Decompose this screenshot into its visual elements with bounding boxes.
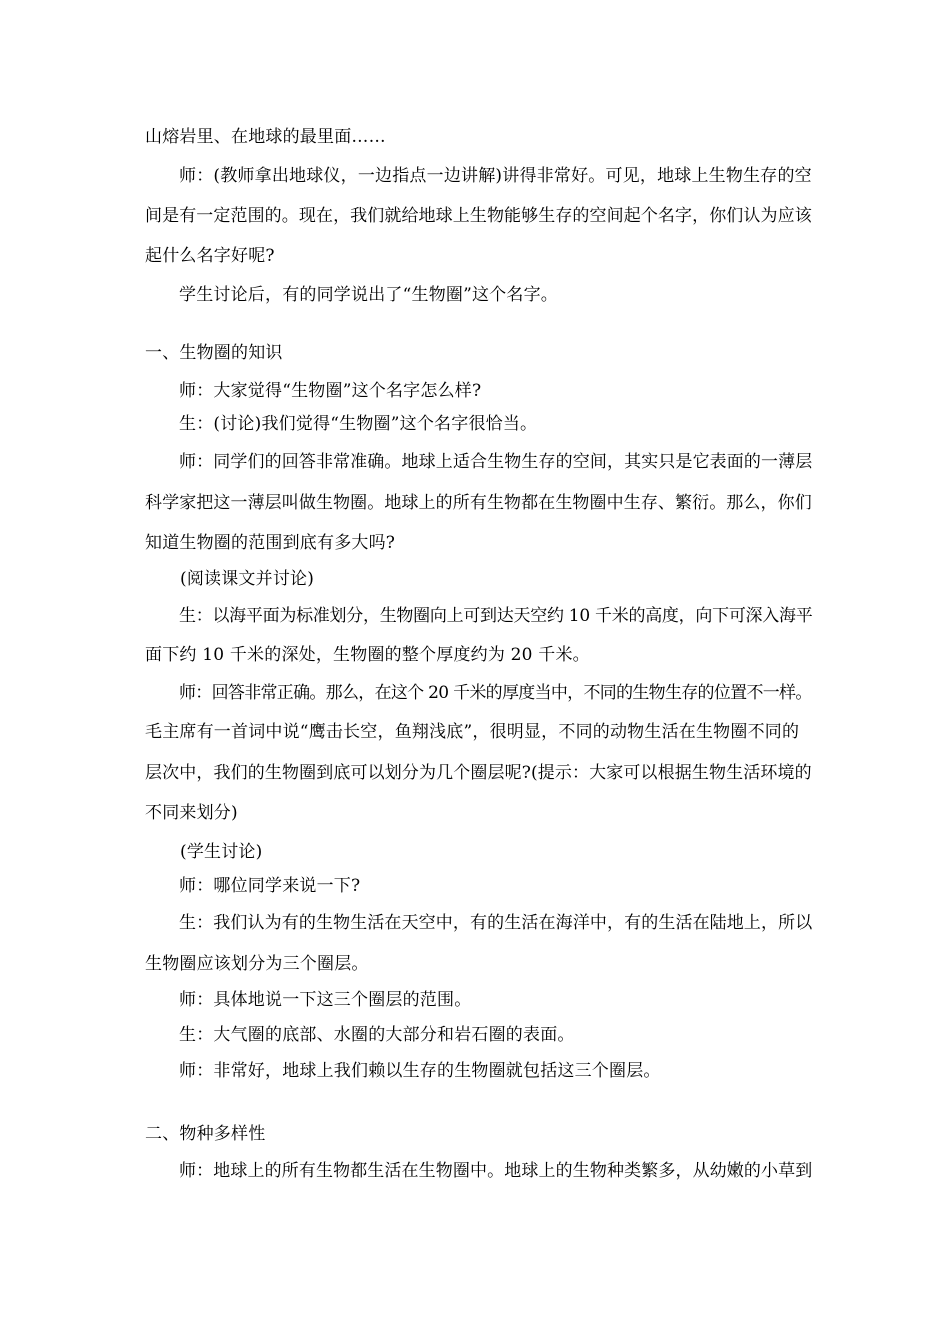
- paragraph-line: 科学家把这一薄层叫做生物圈。地球上的所有生物都在生物圈中生存、繁衍。那么，你们: [145, 493, 812, 513]
- paragraph-line: 知道生物圈的范围到底有多大吗?: [145, 533, 396, 553]
- paragraph-line: 师：大家觉得“生物圈”这个名字怎么样?: [179, 381, 482, 401]
- paragraph-line: 山熔岩里、在地球的最里面……: [145, 127, 386, 147]
- paragraph-line: 面下约 10 千米的深处，生物圈的整个厚度约为 20 千米。: [145, 645, 590, 665]
- paragraph-line: 师：非常好，地球上我们赖以生存的生物圈就包括这三个圈层。: [179, 1061, 661, 1081]
- paragraph-line: 生物圈应该划分为三个圈层。: [145, 954, 369, 974]
- paragraph-line: (学生讨论): [180, 842, 263, 862]
- paragraph-line: 师：具体地说一下这三个圈层的范围。: [179, 990, 472, 1010]
- paragraph-line: 生：(讨论)我们觉得“生物圈”这个名字很恰当。: [179, 414, 538, 434]
- paragraph-line: 师：地球上的所有生物都生活在生物圈中。地球上的生物种类繁多，从幼嫩的小草到: [179, 1161, 813, 1181]
- paragraph-line: 生：大气圈的底部、水圈的大部分和岩石圈的表面。: [179, 1025, 575, 1045]
- paragraph-line: 师：(教师拿出地球仪，一边指点一边讲解)讲得非常好。可见，地球上生物生存的空: [179, 166, 812, 186]
- paragraph-line: (阅读课文并讨论): [180, 569, 315, 589]
- paragraph-line: 毛主席有一首词中说“鹰击长空，鱼翔浅底”，很明显，不同的动物生活在生物圈不同的: [145, 722, 800, 742]
- paragraph-line: 生：以海平面为标准划分，生物圈向上可到达天空约 10 千米的高度，向下可深入海平: [179, 606, 813, 626]
- paragraph-line: 不同来划分): [145, 803, 238, 823]
- paragraph-line: 层次中，我们的生物圈到底可以划分为几个圈层呢?(提示：大家可以根据生物生活环境的: [145, 763, 812, 783]
- paragraph-line: 师：哪位同学来说一下?: [179, 876, 361, 896]
- section-heading: 一、生物圈的知识: [145, 343, 283, 363]
- paragraph-line: 间是有一定范围的。现在，我们就给地球上生物能够生存的空间起个名字，你们认为应该: [145, 206, 812, 226]
- paragraph-line: 起什么名字好呢?: [145, 246, 275, 266]
- paragraph-line: 师：回答非常正确。那么，在这个 20 千米的厚度当中，不同的生物生存的位置不一样。: [179, 683, 812, 703]
- paragraph-line: 学生讨论后，有的同学说出了“生物圈”这个名字。: [179, 285, 558, 305]
- paragraph-line: 师：同学们的回答非常准确。地球上适合生物生存的空间，其实只是它表面的一薄层: [179, 452, 813, 472]
- section-heading: 二、物种多样性: [145, 1124, 266, 1144]
- paragraph-line: 生：我们认为有的生物生活在天空中，有的生活在海洋中，有的生活在陆地上，所以: [179, 913, 813, 933]
